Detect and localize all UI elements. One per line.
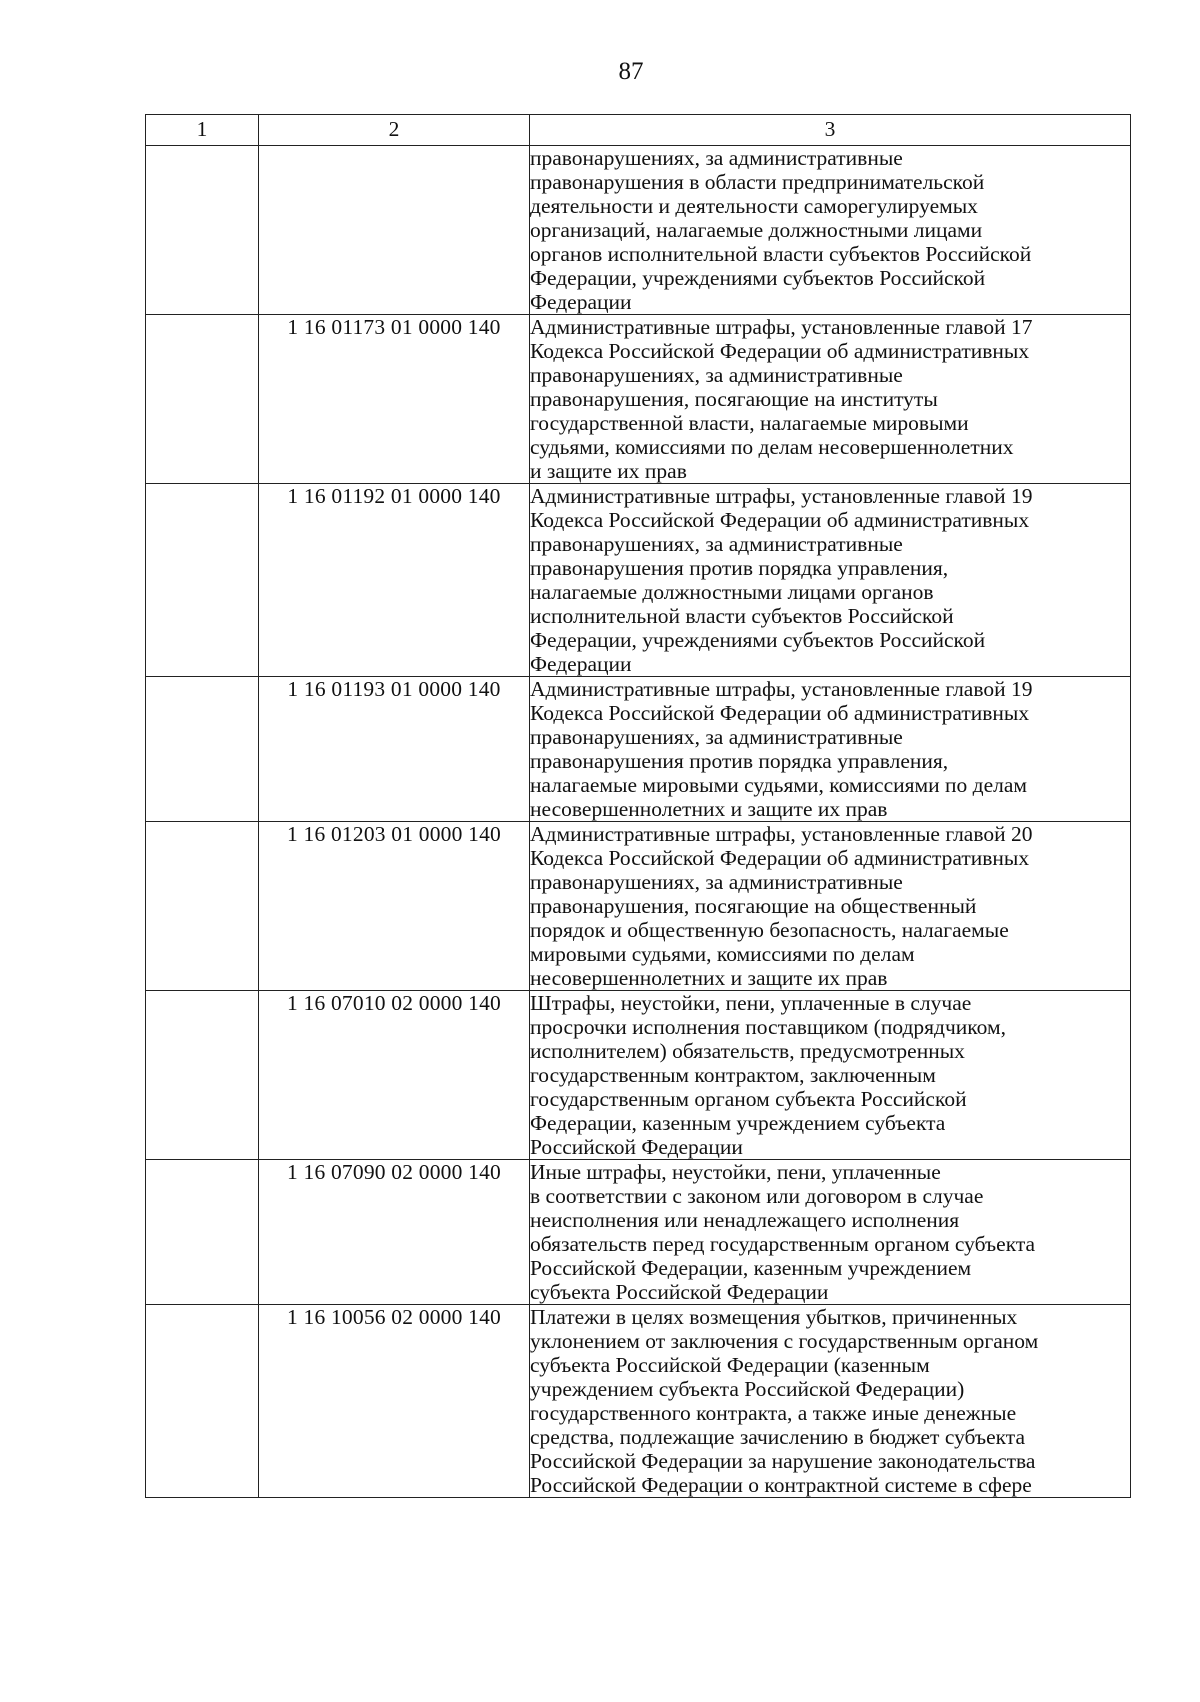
description-line: несовершеннолетних и защите их прав [530, 797, 888, 821]
description-line: Кодекса Российской Федерации об административных [530, 846, 1030, 870]
description-line: Кодекса Российской Федерации об административных [530, 701, 1030, 725]
revenue-code-cell: 1 16 07010 02 0000 140 [259, 991, 530, 1160]
description-line: Административные штрафы, установленные главой 17 [530, 315, 1033, 339]
description-line: Платежи в целях возмещения убытков, причиненных [530, 1305, 1018, 1329]
header-col-2: 2 [259, 115, 530, 146]
revenue-code-cell: 1 16 10056 02 0000 140 [259, 1305, 530, 1498]
description-line: Российской Федерации за нарушение законодательства [530, 1449, 1036, 1473]
header-col-1: 1 [146, 115, 259, 146]
description-line: государственным контрактом, заключенным [530, 1063, 936, 1087]
revenue-code-cell [259, 146, 530, 315]
description-line: налагаемые должностными лицами органов [530, 580, 934, 604]
description-line: Федерации, учреждениями субъектов Российской [530, 628, 986, 652]
col-1-cell [146, 1160, 259, 1305]
col-1-cell [146, 315, 259, 484]
description-cell [530, 484, 1131, 677]
col-1-cell [146, 146, 259, 315]
col-1-cell [146, 1305, 259, 1498]
revenue-codes-table [145, 114, 1131, 1498]
description-line: правонарушения, посягающие на общественный [530, 894, 977, 918]
description-line: обязательств перед государственным органом субъекта [530, 1232, 1036, 1256]
description-line: деятельности и деятельности саморегулируемых [530, 194, 978, 218]
description-line: учреждением субъекта Российской Федерации) [530, 1377, 965, 1401]
description-line: Российской Федерации о контрактной системе в сфере [530, 1473, 1032, 1497]
description-line: правонарушениях, за административные [530, 363, 903, 387]
description-line: органов исполнительной власти субъектов Российской [530, 242, 1032, 266]
description-line: правонарушениях, за административные [530, 532, 903, 556]
revenue-code-cell: 1 16 01193 01 0000 140 [259, 677, 530, 822]
description-line: Федерации, учреждениями субъектов Российской [530, 266, 986, 290]
table-row [146, 991, 1131, 1160]
description-line: правонарушения против порядка управления, [530, 556, 949, 580]
description-line: Федерации, казенным учреждением субъекта [530, 1111, 946, 1135]
description-line: порядок и общественную безопасность, налагаемые [530, 918, 1009, 942]
table-body [146, 146, 1131, 1498]
description-line: в соответствии с законом или договором в случае [530, 1184, 984, 1208]
description-line: организаций, налагаемые должностными лицами [530, 218, 983, 242]
description-line: субъекта Российской Федерации [530, 1280, 829, 1304]
description-line: правонарушения, посягающие на институты [530, 387, 938, 411]
description-line: исполнительной власти субъектов Российской [530, 604, 954, 628]
description-cell [530, 1160, 1131, 1305]
description-cell [530, 146, 1131, 315]
description-line: Кодекса Российской Федерации об административных [530, 339, 1030, 363]
description-line: субъекта Российской Федерации (казенным [530, 1353, 930, 1377]
description-line: Штрафы, неустойки, пени, уплаченные в случае [530, 991, 972, 1015]
table-header [146, 115, 1131, 146]
description-line: правонарушения против порядка управления, [530, 749, 949, 773]
col-1-cell [146, 822, 259, 991]
description-line: государственного контракта, а также иные денежные [530, 1401, 1017, 1425]
description-line: неисполнения или ненадлежащего исполнения [530, 1208, 960, 1232]
revenue-code-cell: 1 16 01173 01 0000 140 [259, 315, 530, 484]
description-cell [530, 677, 1131, 822]
table-row [146, 822, 1131, 991]
description-line: Административные штрафы, установленные главой 20 [530, 822, 1033, 846]
header-col-3: 3 [530, 115, 1131, 146]
description-line: правонарушениях, за административные [530, 725, 903, 749]
description-line: правонарушениях, за административные [530, 146, 903, 170]
description-line: Российской Федерации, казенным учреждением [530, 1256, 972, 1280]
description-cell [530, 1305, 1131, 1498]
description-line: несовершеннолетних и защите их прав [530, 966, 888, 990]
description-line: правонарушения в области предпринимательской [530, 170, 985, 194]
page-number: 87 [618, 58, 644, 85]
revenue-code-cell: 1 16 01192 01 0000 140 [259, 484, 530, 677]
description-line: налагаемые мировыми судьями, комиссиями по делам [530, 773, 1027, 797]
description-cell [530, 315, 1131, 484]
description-cell [530, 822, 1131, 991]
col-1-cell [146, 991, 259, 1160]
description-line: Федерации [530, 290, 632, 314]
description-line: государственным органом субъекта Российской [530, 1087, 967, 1111]
description-line: Административные штрафы, установленные главой 19 [530, 677, 1033, 701]
description-line: Кодекса Российской Федерации об административных [530, 508, 1030, 532]
description-line: Иные штрафы, неустойки, пени, уплаченные [530, 1160, 941, 1184]
description-line: просрочки исполнения поставщиком (подрядчиком, [530, 1015, 1006, 1039]
table-row [146, 1160, 1131, 1305]
table-row [146, 484, 1131, 677]
col-1-cell [146, 677, 259, 822]
description-line: Административные штрафы, установленные главой 19 [530, 484, 1033, 508]
revenue-code-cell: 1 16 07090 02 0000 140 [259, 1160, 530, 1305]
table-row [146, 677, 1131, 822]
description-line: правонарушениях, за административные [530, 870, 903, 894]
description-line: Федерации [530, 652, 632, 676]
header-row [146, 115, 1131, 146]
description-line: мировыми судьями, комиссиями по делам [530, 942, 915, 966]
description-line: судьями, комиссиями по делам несовершеннолетних [530, 435, 1014, 459]
description-line: и защите их прав [530, 459, 687, 483]
revenue-code-cell: 1 16 01203 01 0000 140 [259, 822, 530, 991]
description-cell [530, 991, 1131, 1160]
col-1-cell [146, 484, 259, 677]
table-row [146, 146, 1131, 315]
table-row [146, 315, 1131, 484]
description-line: исполнителем) обязательств, предусмотренных [530, 1039, 965, 1063]
description-line: Российской Федерации [530, 1135, 743, 1159]
table-row [146, 1305, 1131, 1498]
description-line: уклонением от заключения с государственным органом [530, 1329, 1039, 1353]
description-line: государственной власти, налагаемые мировыми [530, 411, 969, 435]
description-line: средства, подлежащие зачислению в бюджет субъекта [530, 1425, 1025, 1449]
